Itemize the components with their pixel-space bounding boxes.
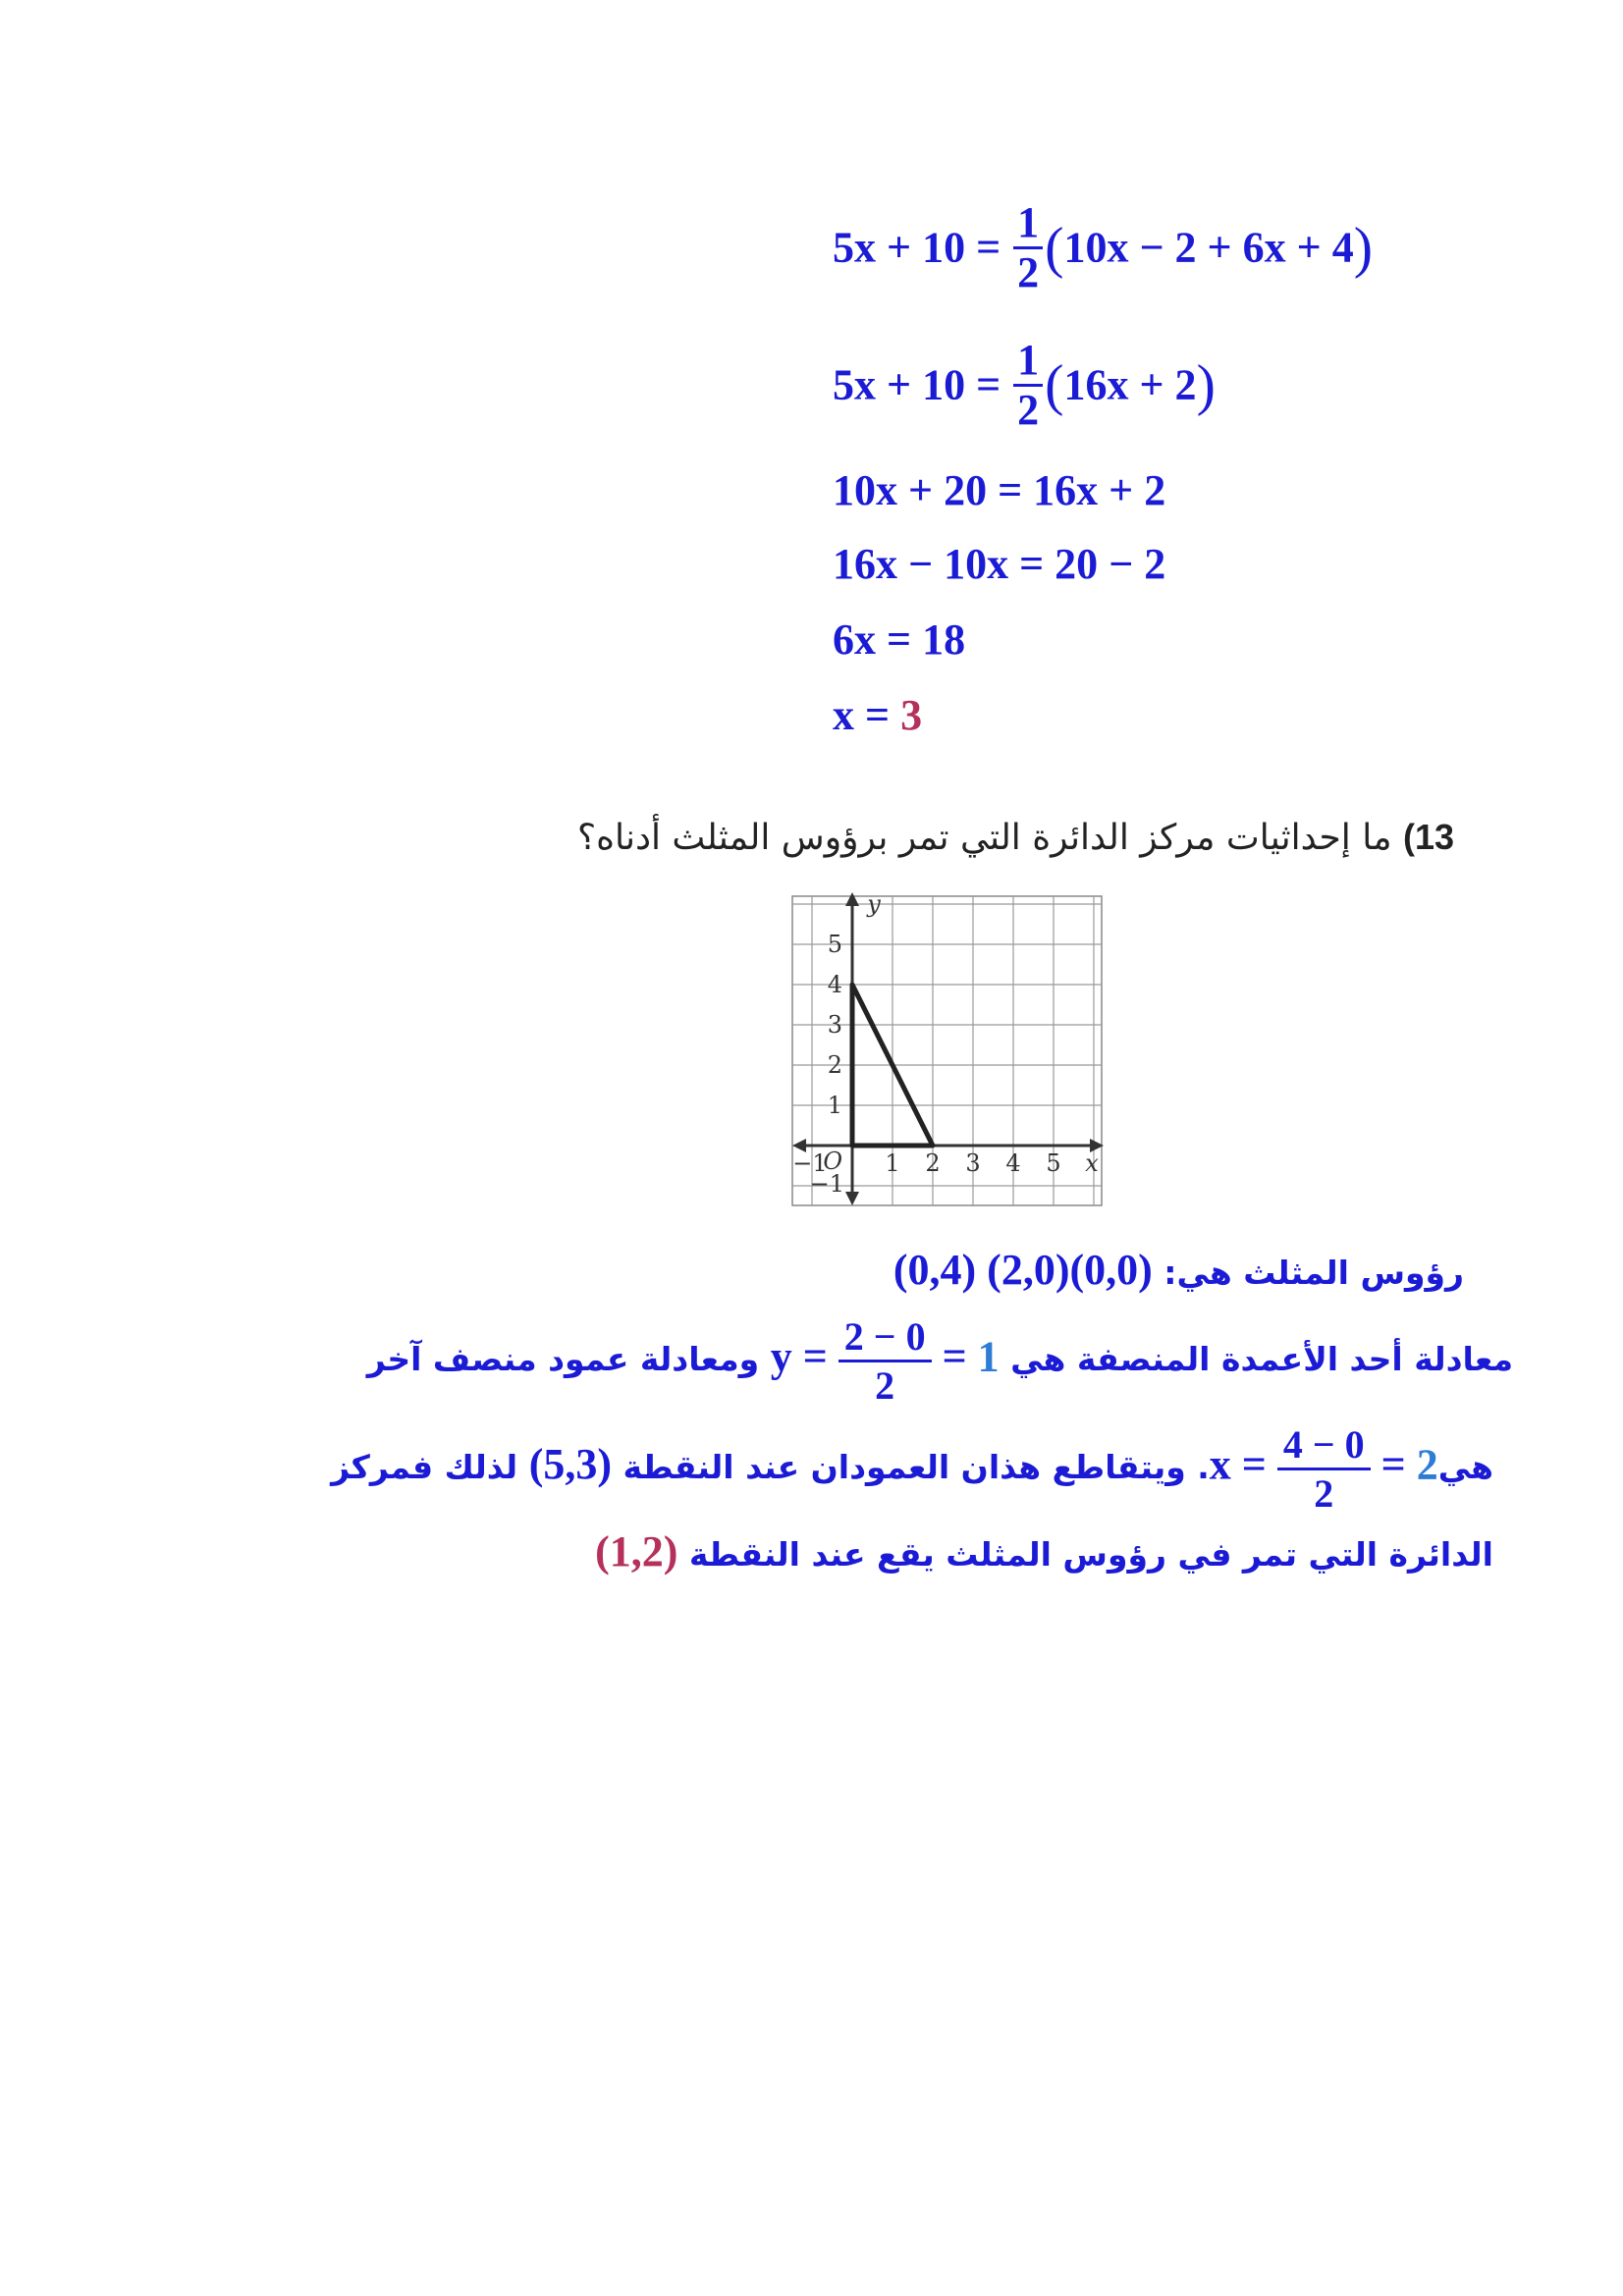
answer-line-4: الدائرة التي تمر في رؤوس المثلث يقع عند النقطة (1,2): [595, 1527, 1493, 1575]
y-tick-label: 2: [827, 1051, 842, 1079]
y-axis-label: y: [867, 890, 881, 918]
vertex-list: (0,4) (2,0)(0,0): [893, 1246, 1153, 1294]
step-6: x = 3: [833, 691, 923, 739]
triangle-graph: [766, 888, 1114, 1227]
question-13: [577, 817, 1454, 858]
x-tick-label: 4: [1005, 1149, 1021, 1177]
step-1-inner: 10x − 2 + 6x + 4: [1063, 223, 1354, 272]
x-tick-label: 5: [1046, 1149, 1061, 1177]
step-6-value: 3: [900, 691, 923, 739]
step-1-fraction: $\frac{1}{2}$: [1013, 201, 1043, 294]
x-tick-label: 3: [965, 1149, 981, 1177]
y-tick-label: 4: [827, 971, 842, 998]
x-axis-label: x: [1085, 1149, 1099, 1177]
x-tick-label: −1: [792, 1149, 828, 1177]
bisector-1-equation: y = $\frac{2 - 0}{2}$ = 1: [770, 1314, 1000, 1408]
step-2-fraction: $\frac{1}{2}$: [1013, 339, 1043, 432]
vertices-label: رؤوس المثلث هي:: [1163, 1254, 1464, 1292]
y-tick-label: 5: [827, 931, 842, 958]
bisector-2-equation: x = $\frac{4 - 0}{2}$ = 2: [1209, 1422, 1438, 1516]
step-5: 6x = 18: [833, 615, 966, 664]
step-1-lhs: 5x + 10 =: [833, 223, 1001, 272]
intersection-point: (5,3): [528, 1440, 612, 1488]
y-tick-label: −1: [809, 1170, 844, 1198]
answer-line-3: هيx = $\frac{4 - 0}{2}$ = 2. ويتقاطع هذان العمودان عند النقطة (5,3) لذلك فمركز: [331, 1422, 1493, 1516]
origin-label: O: [823, 1148, 842, 1175]
step-4: 16x − 10x = 20 − 2: [833, 540, 1166, 588]
circle-center: (1,2): [595, 1527, 678, 1575]
x-tick-label: 1: [885, 1149, 900, 1177]
question-number: 13): [1402, 817, 1454, 857]
x-tick-label: 2: [925, 1149, 941, 1177]
answer-line-1: [893, 1245, 1464, 1295]
step-2-lhs: 5x + 10 =: [833, 360, 1001, 409]
y-tick-label: 1: [827, 1092, 842, 1119]
y-axis-arrow-down: [845, 1192, 859, 1205]
step-3: 10x + 20 = 16x + 2: [833, 466, 1166, 514]
y-axis-arrow-up: [845, 892, 859, 906]
step-1: 5x + 10 = $\frac{1}{2}$ (10x − 2 + 6x + 4): [833, 198, 1374, 296]
question-text: ما إحداثيات مركز الدائرة التي تمر برؤوس المثلث أدناه؟: [577, 818, 1392, 858]
step-2-inner: 16x + 2: [1063, 360, 1197, 409]
answer-line-2: معادلة أحد الأعمدة المنصفة هي y = $\frac{2 - 0}{2}$ = 1 ومعادلة عمود منصف آخر: [366, 1314, 1513, 1408]
step-2: 5x + 10 = $\frac{1}{2}$ (16x + 2): [833, 336, 1216, 434]
y-tick-label: 3: [827, 1011, 842, 1039]
